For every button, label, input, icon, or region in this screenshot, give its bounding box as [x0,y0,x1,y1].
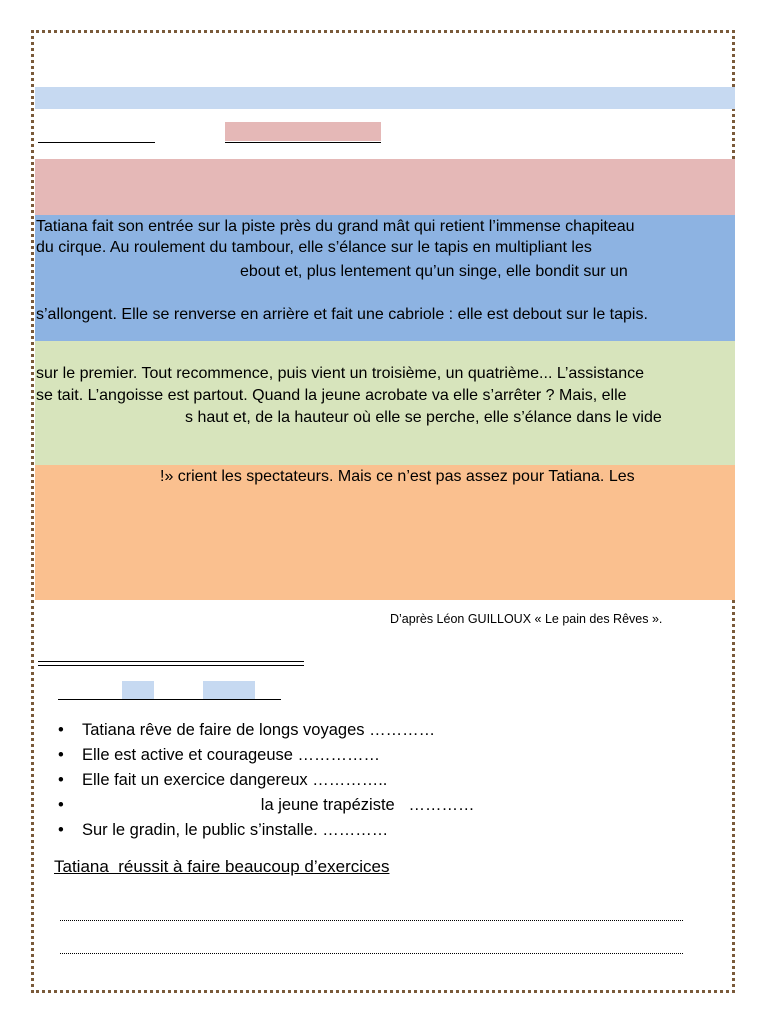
list-item-text: Tatiana rêve de faire de longs voyages ………… [82,721,436,739]
list-item-text: la jeune trapéziste ………… [82,796,475,814]
name-underline [38,126,155,143]
text-source: D’après Léon GUILLOUX « Le pain des Rêves ». [390,612,663,626]
title-band [35,87,735,109]
reading-line-3: ebout et, plus lentement qu’un singe, elle bondit sur un [240,263,628,280]
reading-line-4: s’allongent. Elle se renverse en arrière et fait une cabriole : elle est debout sur le tapis. [36,306,648,323]
reading-line-8: !» crient les spectateurs. Mais ce n’est pas assez pour Tatiana. Les [160,468,635,485]
bullet-icon: • [58,796,64,814]
bullet-icon: • [58,721,64,739]
text-band-pink [35,159,735,215]
reading-line-1: Tatiana fait son entrée sur la piste près du grand mât qui retient l’immense chapiteau [36,218,635,235]
list-item-text: Sur le gradin, le public s’installe. ………… [82,821,389,839]
instruction-underline [58,684,281,700]
bullet-icon: • [58,821,64,839]
answer-line-1[interactable] [60,920,683,921]
answer-line-2[interactable] [60,953,683,954]
bullet-icon: • [58,771,64,789]
question-text: Tatiana réussit à faire beaucoup d’exercices [54,857,390,876]
bullet-icon: • [58,746,64,764]
list-item-text: Elle est active et courageuse …………… [82,746,381,764]
reading-line-6: se tait. L’angoisse est partout. Quand la jeune acrobate va elle s’arrêter ? Mais, elle [36,387,627,404]
reading-line-2: du cirque. Au roulement du tambour, elle s’élance sur le tapis en multipliant les [36,239,592,256]
reading-line-7: s haut et, de la hauteur où elle se perche, elle s’élance dans le vide [185,409,662,426]
reading-line-5: sur le premier. Tout recommence, puis vient un troisième, un quatrième... L’assistance [36,365,644,382]
section-double-rule [38,661,304,666]
heading-underline [225,126,381,143]
list-item-text: Elle fait un exercice dangereux ………….. [82,771,388,789]
